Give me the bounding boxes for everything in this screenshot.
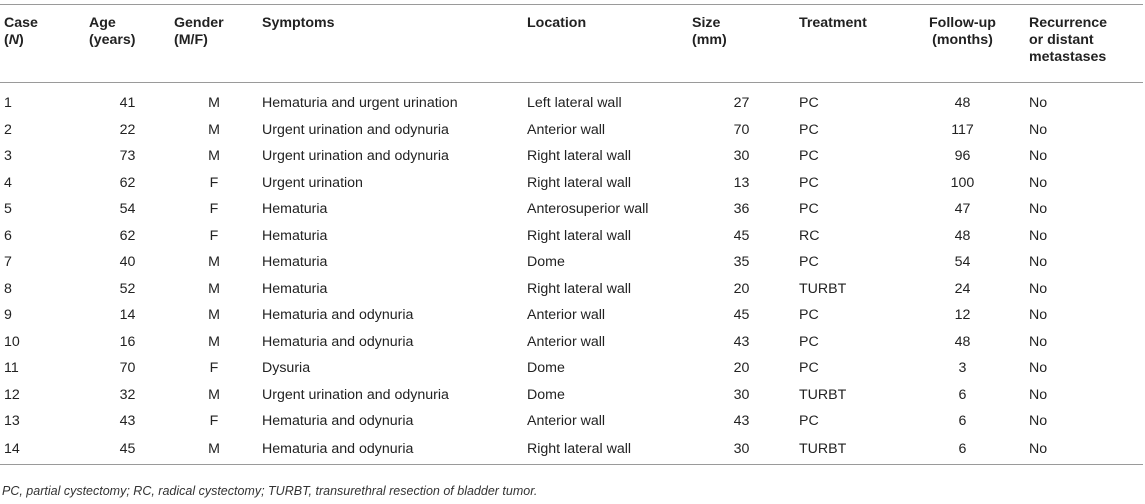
cell-size: 13 [733,174,750,191]
cell-treatment: PC [799,174,819,191]
cell-follow-up: 6 [958,386,967,403]
cell-case: 11 [4,360,19,377]
cell-age: 14 [119,307,136,324]
cell-gender: F [209,201,219,218]
cell-location: Anterior wall [527,333,606,350]
cell-size: 43 [733,413,750,430]
table-row [0,276,1143,303]
cell-treatment: PC [799,254,819,271]
cell-gender: M [208,307,220,324]
cell-follow-up: 24 [954,280,971,297]
cell-size: 30 [733,386,750,403]
cell-recurrence: No [1029,307,1048,324]
cell-treatment: PC [799,413,819,430]
cell-size: 45 [733,307,750,324]
cell-symptoms: Hematuria [262,227,328,244]
cell-age: 41 [119,94,136,111]
cell-recurrence: No [1029,413,1048,430]
cell-treatment: PC [799,148,819,165]
cell-treatment: TURBT [799,280,847,297]
table-row [0,355,1143,382]
cell-location: Anterior wall [527,307,606,324]
cell-age: 22 [119,121,136,138]
cell-follow-up: 100 [950,174,975,191]
cell-case: 13 [4,413,20,430]
cell-recurrence: No [1025,435,1143,465]
cell-location: Right lateral wall [523,435,688,465]
cell-symptoms: Hematuria and urgent urination [262,94,458,111]
cell-follow-up: 48 [954,94,971,111]
cell-treatment: PC [799,307,819,324]
cell-treatment: TURBT [795,435,900,465]
cell-recurrence: No [1029,174,1048,191]
table-row [0,329,1143,356]
cell-recurrence: No [1029,280,1048,297]
table-footnote: PC, partial cystectomy; RC, radical cystectomy; TURBT, transurethral resection of bladder tumor. [2,484,538,498]
cell-location: Dome [527,360,565,377]
cell-symptoms: Hematuria and odynuria [258,435,523,465]
cell-size: 27 [733,94,750,111]
table-row [0,408,1143,435]
cell-treatment: RC [799,227,820,244]
cell-symptoms: Dysuria [262,360,311,377]
cell-age: 45 [85,435,170,465]
header-row [0,5,1143,83]
header-age: Age (years) [85,5,170,83]
cell-follow-up: 48 [954,227,971,244]
cell-symptoms: Hematuria and odynuria [262,413,414,430]
cell-age: 43 [119,413,136,430]
table-row [0,249,1143,276]
cell-case: 2 [4,121,12,138]
cell-gender: M [208,121,220,138]
cell-case: 8 [4,280,12,297]
cell-age: 54 [119,201,136,218]
case-table [0,4,1143,465]
cell-symptoms: Urgent urination and odynuria [262,386,449,403]
cell-symptoms: Hematuria [262,280,328,297]
cell-case: 6 [4,227,12,244]
cell-case: 3 [4,148,12,165]
cell-age: 70 [119,360,136,377]
cell-case: 5 [4,201,12,218]
cell-case: 4 [4,174,12,191]
cell-case: 1 [4,94,12,111]
cell-age: 62 [119,227,136,244]
table-row [0,302,1143,329]
cell-symptoms: Urgent urination [262,174,363,191]
cell-follow-up: 6 [958,413,967,430]
cell-follow-up: 96 [954,148,971,165]
cell-gender: M [208,148,220,165]
cell-follow-up: 117 [951,121,974,138]
header-symptoms: Symptoms [258,5,523,83]
cell-case: 14 [0,435,85,465]
cell-treatment: PC [799,201,819,218]
cell-recurrence: No [1029,94,1048,111]
cell-case: 9 [4,307,12,324]
cell-gender: M [208,254,220,271]
table-body [0,83,1143,465]
cell-follow-up: 3 [958,360,967,377]
header-size: Size (mm) [688,5,795,83]
cell-size: 45 [733,227,750,244]
cell-location: Right lateral wall [527,227,632,244]
cell-follow-up: 48 [954,333,971,350]
table-row [0,196,1143,223]
cell-location: Dome [527,254,565,271]
cell-location: Right lateral wall [527,148,632,165]
cell-gender: F [209,360,219,377]
cell-gender: M [208,386,220,403]
cell-follow-up: 47 [954,201,971,218]
cell-symptoms: Hematuria and odynuria [262,307,414,324]
cell-location: Anterior wall [527,121,606,138]
cell-size: 20 [733,360,750,377]
header-treatment: Treatment [795,5,900,83]
cell-treatment: PC [799,121,819,138]
header-recurrence: Recurrence or distant metastases [1025,5,1143,83]
header-follow-up: Follow-up (months) [900,5,1025,83]
cell-gender: M [208,280,220,297]
cell-symptoms: Urgent urination and odynuria [262,121,449,138]
cell-gender: M [170,435,258,465]
table-row [0,143,1143,170]
cell-recurrence: No [1029,333,1048,350]
cell-treatment: PC [799,360,819,377]
cell-case: 7 [4,254,12,271]
cell-age: 52 [119,280,136,297]
cell-symptoms: Urgent urination and odynuria [262,148,449,165]
cell-gender: F [209,174,219,191]
cell-size: 20 [733,280,750,297]
cell-gender: F [209,227,219,244]
cell-age: 16 [119,333,136,350]
table-row [0,382,1143,409]
cell-age: 40 [119,254,136,271]
cell-size: 30 [733,148,750,165]
cell-age: 73 [119,148,136,165]
cell-size: 36 [733,201,750,218]
table-row [0,170,1143,197]
cell-recurrence: No [1029,227,1048,244]
cell-follow-up: 12 [954,307,971,324]
cell-treatment: PC [799,94,819,111]
header-gender: Gender (M/F) [170,5,258,83]
cell-location: Left lateral wall [527,94,622,111]
cell-recurrence: No [1029,360,1048,377]
cell-follow-up: 6 [900,435,1025,465]
cell-age: 62 [119,174,136,191]
cell-recurrence: No [1029,254,1048,271]
cell-age: 32 [119,386,136,403]
table-row [0,117,1143,144]
cell-gender: M [208,333,220,350]
cell-symptoms: Hematuria and odynuria [262,333,414,350]
cell-treatment: TURBT [799,386,847,403]
cell-recurrence: No [1029,148,1048,165]
cell-location: Right lateral wall [527,174,632,191]
cell-size: 43 [733,333,750,350]
cell-location: Right lateral wall [527,280,632,297]
cell-recurrence: No [1029,121,1048,138]
cell-follow-up: 54 [954,254,971,271]
cell-symptoms: Hematuria [262,201,328,218]
cell-location: Dome [527,386,565,403]
cell-recurrence: No [1029,386,1048,403]
header-case: Case (N) [0,5,85,83]
header-location: Location [523,5,688,83]
cell-treatment: PC [799,333,819,350]
cell-case: 10 [4,333,20,350]
cell-location: Anterior wall [527,413,606,430]
table-row [0,435,1143,465]
cell-recurrence: No [1029,201,1048,218]
table-row [0,223,1143,250]
cell-symptoms: Hematuria [262,254,328,271]
cell-size: 70 [733,121,750,138]
cell-case: 12 [4,386,20,403]
cell-size: 30 [688,435,795,465]
cell-gender: F [209,413,219,430]
cell-gender: M [208,94,220,111]
table-row [0,83,1143,117]
cell-size: 35 [733,254,750,271]
cell-location: Anterosuperior wall [527,201,649,218]
